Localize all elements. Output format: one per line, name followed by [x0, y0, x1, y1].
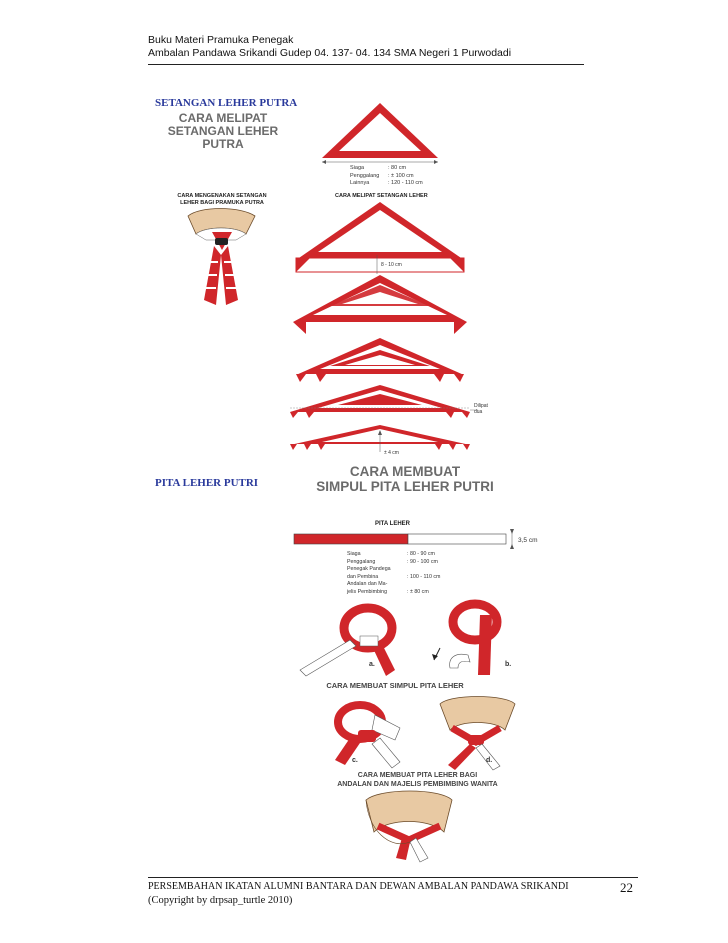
- andalan-collar-figure: [366, 791, 452, 862]
- step-label-d: d.: [486, 757, 493, 764]
- pita-spec-labels: [347, 551, 391, 596]
- simpul-step-c: [335, 705, 400, 768]
- pita-spec-values: [407, 551, 440, 596]
- step-label-b: b.: [505, 661, 512, 668]
- header-line-2: Ambalan Pandawa Srikandi Gudep 04. 137- 04. 134 SMA Negeri 1 Purwodadi: [148, 47, 512, 59]
- pita-caption-line-1: CARA MEMBUAT: [349, 464, 461, 479]
- pita-spec-value-1: : 90 - 100 cm: [407, 558, 438, 565]
- pita-spec-label-2: Penegak Pandega: [347, 566, 391, 572]
- andalan-caption-line-2: ANDALAN DAN MAJELIS PEMBIMBING WANITA: [337, 781, 498, 788]
- running-footer: [148, 880, 569, 908]
- ribbon-bar: [294, 529, 514, 549]
- pita-spec-value-5: : ± 80 cm: [407, 588, 429, 595]
- pita-caption-line-2: SIMPUL PITA LEHER PUTRI: [316, 479, 494, 494]
- page-number: 22: [620, 880, 633, 895]
- spec-value-lainnya: : 120 - 110 cm: [388, 180, 423, 186]
- pita-spec-label-0: Siaga: [347, 551, 361, 557]
- setangan-caption-line-2: SETANGAN LEHER PUTRA: [167, 124, 279, 151]
- pita-spec-label-1: Penggalang: [347, 558, 376, 565]
- pita-spec-value-3: : 100 - 110 cm: [407, 573, 441, 580]
- fold-bottom-label: ± 4 cm: [384, 450, 399, 456]
- pita-spec-value-4: [407, 581, 440, 589]
- ribbon-width-label: 3,5 cm: [518, 537, 538, 544]
- folding-caption: CARA MELIPAT SETANGAN LEHER: [335, 193, 428, 199]
- fold-side-label: Dilipat dua: [474, 403, 488, 415]
- simpul-step-a: [300, 608, 395, 676]
- footer-line-2: (Copyright by drpsap_turtle 2010): [148, 895, 293, 906]
- pita-spec-value-0: : 80 - 90 cm: [407, 551, 435, 557]
- spec-value-siaga: : 80 cm: [388, 165, 407, 171]
- pita-spec-value-2: [407, 566, 440, 574]
- spec-label-siaga: Siagа: [350, 165, 365, 171]
- pita-spec-label-4: Andalan dan Ma-: [347, 581, 388, 587]
- simpul-step-b: [432, 604, 497, 675]
- spec-label-lainnya: Lainnya: [350, 180, 370, 186]
- section-title-setangan: SETANGAN LEHER PUTRA: [155, 97, 298, 109]
- andalan-caption-line-1: CARA MEMBUAT PITA LEHER BAGI: [357, 772, 478, 779]
- simpul-step-d: [440, 697, 515, 771]
- pita-spec-label-3: dan Pembina: [347, 573, 379, 580]
- wearing-caption: CARA MENGENAKAN SETANGAN LEHER BAGI PRAMUKA PUTRA: [177, 193, 267, 206]
- fold-width-label: 8 - 10 cm: [381, 262, 402, 268]
- step-label-c: c.: [352, 757, 358, 764]
- section-title-pita: PITA LEHER PUTRI: [155, 477, 259, 489]
- andalan-caption: [290, 771, 545, 789]
- footer-line-1: PERSEMBAHAN IKATAN ALUMNI BANTARA DAN DEWAN AMBALAN PANDAWA SRIKANDI: [148, 881, 569, 892]
- step-label-a: a.: [369, 661, 375, 668]
- pita-spec-label-5: jelis Pembimbing: [347, 588, 388, 595]
- header-line-1: Buku Materi Pramuka Penegak: [148, 34, 294, 46]
- simpul-caption: CARA MEMBUAT SIMPUL PITA LEHER: [326, 681, 464, 690]
- footer-rule: [148, 877, 638, 878]
- setangan-caption-line-1: CARA MELIPAT: [178, 111, 268, 125]
- ribbon-label: PITA LEHER: [375, 521, 411, 527]
- spec-label-penggalang: Penggalang: [350, 172, 380, 179]
- spec-value-penggalang: : ± 100 cm: [388, 172, 414, 179]
